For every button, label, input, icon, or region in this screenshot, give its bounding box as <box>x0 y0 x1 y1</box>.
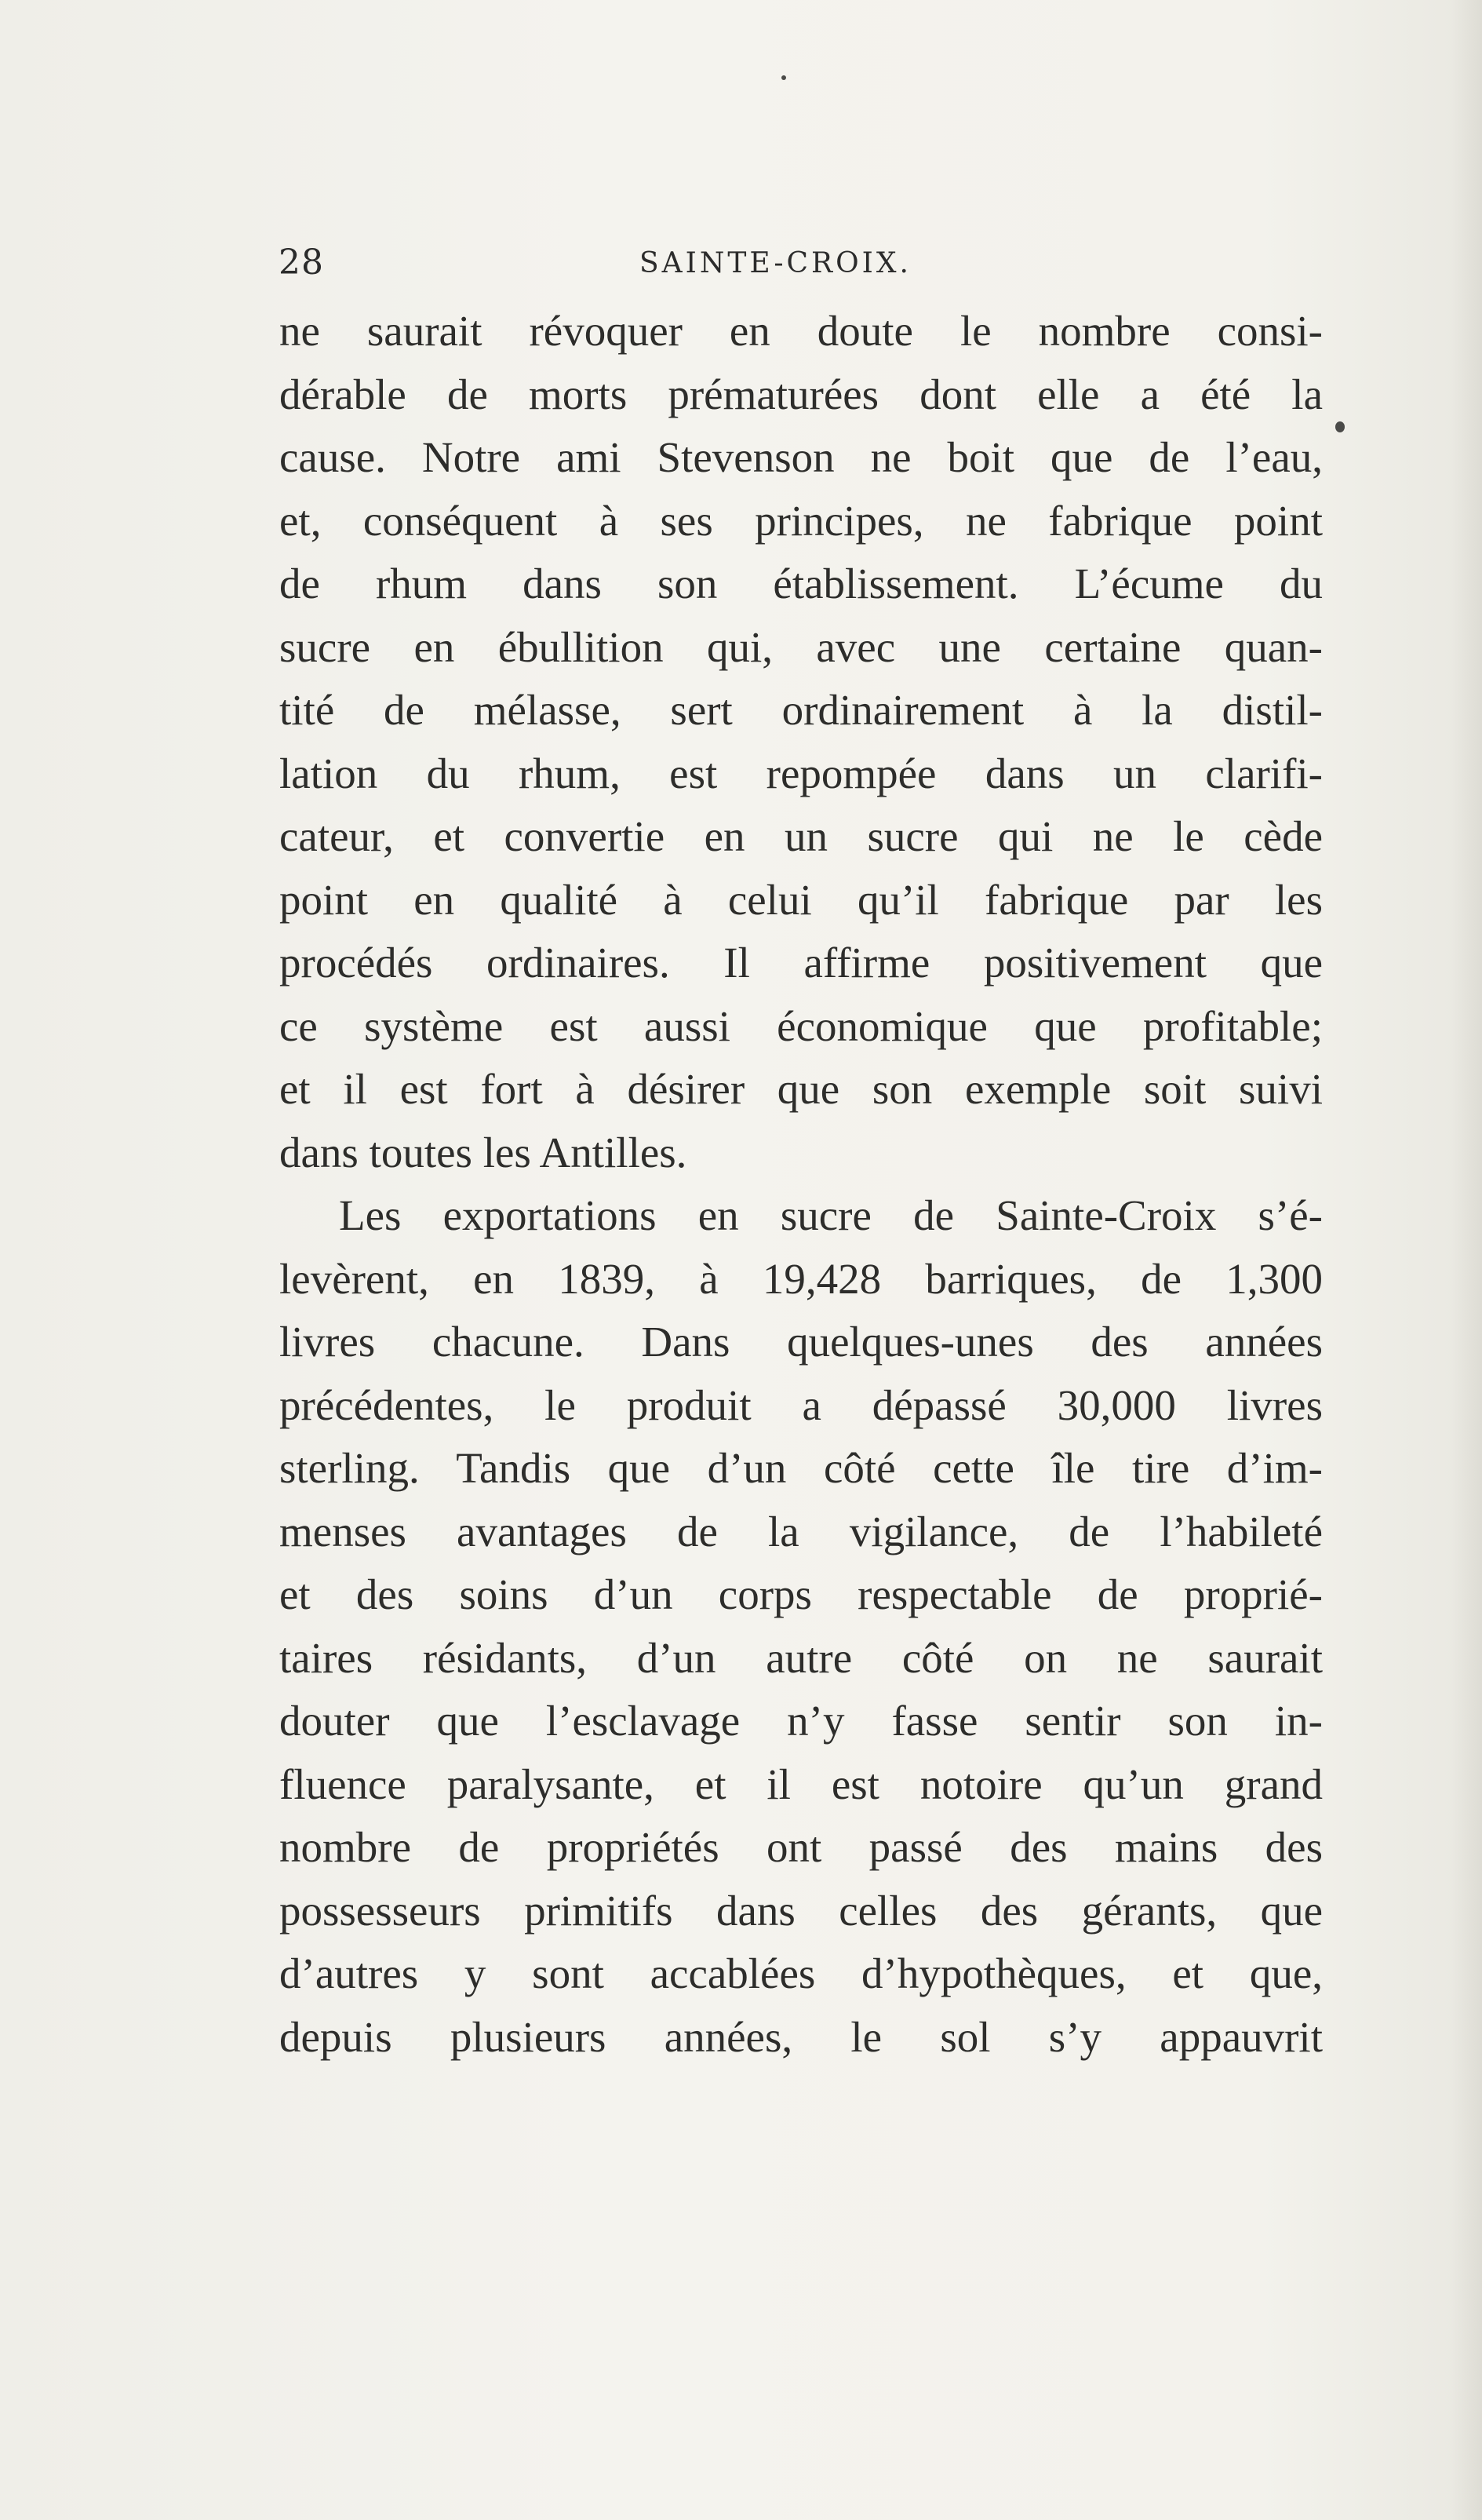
text-line: depuis plusieurs années, le sol s’y appauvrit <box>279 2012 1323 2061</box>
paragraph-2 <box>279 1184 1323 2069</box>
text-line: ne saurait révoquer en doute le nombre consi- <box>279 307 1323 355</box>
text-line: douter que l’esclavage n’y fasse sentir son in- <box>279 1697 1323 1745</box>
text-line: Les exportations en sucre de Sainte-Croix s’é- <box>339 1191 1323 1239</box>
text-line: cateur, et convertie en un sucre qui ne le cède <box>279 812 1323 860</box>
text-line: point en qualité à celui qu’il fabrique par les <box>279 875 1323 924</box>
text-line: cause. Notre ami Stevenson ne boit que de l’eau, <box>279 433 1323 481</box>
text-line: sterling. Tandis que d’un côté cette île tire d’im- <box>279 1444 1323 1492</box>
text-line: fluence paralysante, et il est notoire qu’un grand <box>279 1760 1323 1808</box>
page-edge-shadow <box>1451 0 1482 2520</box>
text-line: levèrent, en 1839, à 19,428 barriques, de 1,300 <box>279 1254 1323 1303</box>
text-line: menses avantages de la vigilance, de l’habileté <box>279 1507 1323 1555</box>
ink-speck <box>781 75 786 80</box>
text-line: lation du rhum, est repompée dans un clarifi- <box>279 749 1323 797</box>
text-line: livres chacune. Dans quelques-unes des années <box>279 1318 1323 1366</box>
text-line: sucre en ébullition qui, avec une certaine quan- <box>279 622 1323 671</box>
text-line: ce système est aussi économique que profitable; <box>279 1001 1323 1050</box>
text-line: procédés ordinaires. Il affirme positivement que <box>279 939 1323 986</box>
text-line: dans toutes les Antilles. <box>279 1128 687 1176</box>
page-number: 28 <box>279 243 324 283</box>
ink-speck <box>1335 421 1345 432</box>
text-line: tité de mélasse, sert ordinairement à la distil- <box>279 686 1323 734</box>
text-line: précédentes, le produit a dépassé 30,000 livres <box>279 1380 1323 1429</box>
paragraph-1 <box>279 300 1323 1184</box>
body-text <box>279 300 1323 2069</box>
text-line: dérable de morts prématurées dont elle a été la <box>279 370 1323 418</box>
text-line: taires résidants, d’un autre côté on ne saurait <box>279 1633 1323 1682</box>
text-line: nombre de propriétés ont passé des mains des <box>279 1823 1323 1871</box>
page-header <box>279 239 1326 286</box>
running-title: SAINTE-CROIX. <box>639 247 912 279</box>
text-line: de rhum dans son établissement. L’écume du <box>279 560 1323 607</box>
text-line: et, conséquent à ses principes, ne fabrique point <box>279 496 1323 545</box>
text-line: et il est fort à désirer que son exemple soit suivi <box>279 1065 1323 1113</box>
text-line: d’autres y sont accablées d’hypothèques, et que, <box>279 1949 1323 1997</box>
text-line: possesseurs primitifs dans celles des gérants, que <box>279 1886 1323 1935</box>
text-line: et des soins d’un corps respectable de proprié- <box>279 1570 1323 1618</box>
